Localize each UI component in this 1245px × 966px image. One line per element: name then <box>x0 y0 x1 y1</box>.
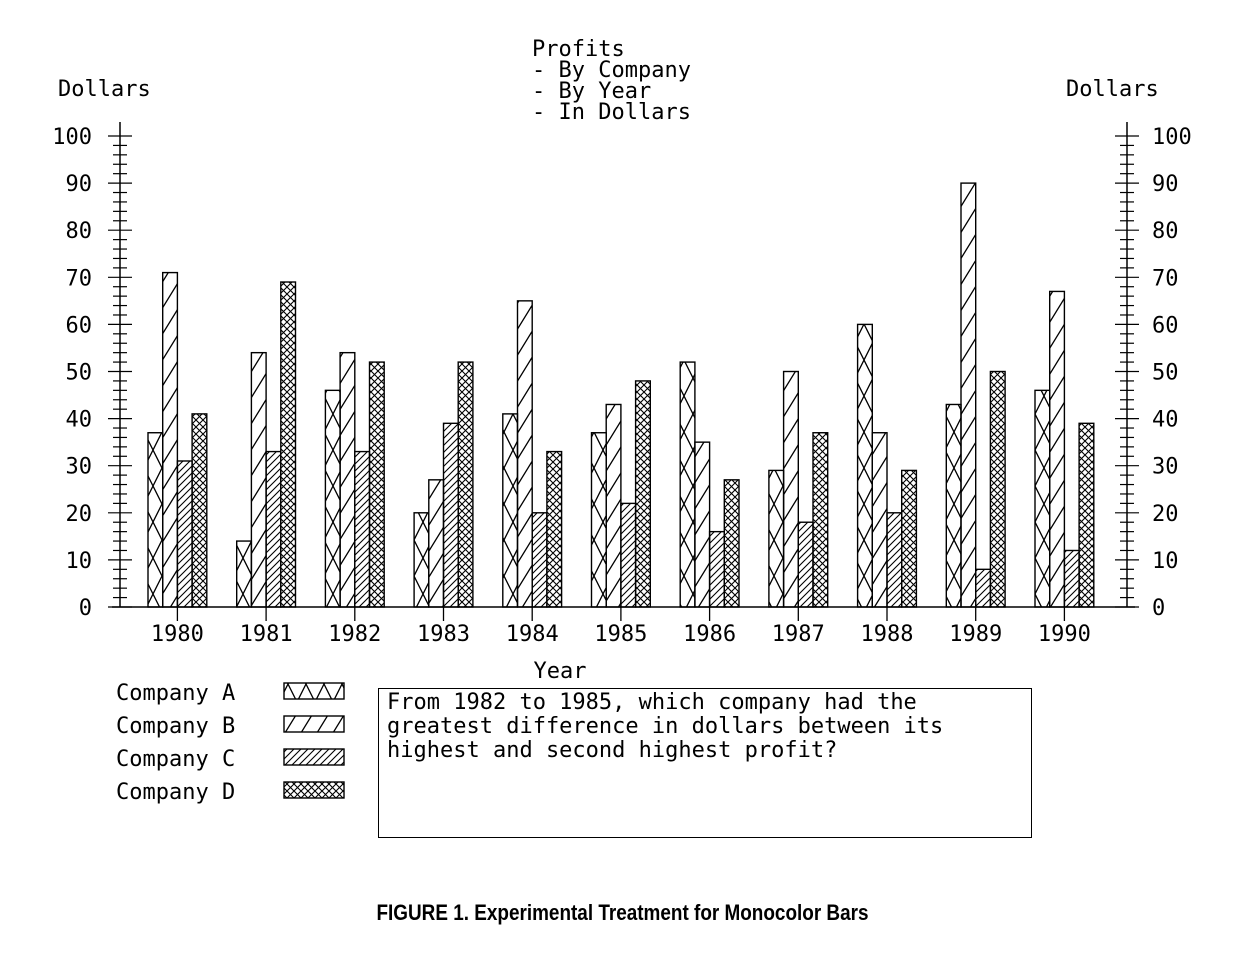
bar-company-b-1982 <box>340 353 355 607</box>
bar-company-b-1984 <box>518 301 533 607</box>
bar-company-b-1985 <box>606 404 621 607</box>
question-box: From 1982 to 1985, which company had the greatest difference in dollars between its highest and second highest profit? <box>378 688 1032 838</box>
x-tick-label: 1983 <box>417 622 470 647</box>
bar-company-a-1989 <box>946 404 961 607</box>
bar-company-b-1983 <box>429 480 444 607</box>
bar-company-b-1980 <box>163 273 178 607</box>
legend-swatch <box>284 716 344 732</box>
y-tick-label-right: 0 <box>1152 596 1166 621</box>
x-tick-label: 1987 <box>771 622 825 647</box>
legend-label: Company C <box>116 747 236 772</box>
y-axis-label-right: Dollars <box>1066 77 1159 102</box>
y-tick-label-right: 50 <box>1152 360 1179 386</box>
bar-company-c-1983 <box>444 423 459 607</box>
bar-company-d-1985 <box>636 381 651 607</box>
y-tick-label-right: 90 <box>1152 172 1179 198</box>
bar-company-a-1980 <box>148 433 163 607</box>
bar-company-d-1989 <box>990 372 1005 608</box>
y-tick-label-left: 60 <box>65 313 92 339</box>
bar-company-d-1984 <box>547 452 562 607</box>
y-tick-label-left: 50 <box>65 360 92 386</box>
figure-caption: FIGURE 1. Experimental Treatment for Monocolor Bars <box>376 900 869 925</box>
bar-company-c-1989 <box>976 569 991 607</box>
x-tick-label: 1986 <box>683 622 737 647</box>
bar-company-a-1982 <box>325 390 340 607</box>
bar-company-b-1986 <box>695 442 710 607</box>
bar-company-d-1981 <box>281 282 296 607</box>
legend-swatch <box>284 782 344 798</box>
bar-company-a-1987 <box>769 470 784 607</box>
x-tick-label: 1981 <box>239 622 293 647</box>
y-tick-label-right: 10 <box>1152 548 1179 574</box>
bar-company-a-1988 <box>858 324 873 607</box>
bar-company-a-1986 <box>680 362 695 607</box>
y-axis-label-left: Dollars <box>58 77 151 102</box>
y-tick-label-left: 20 <box>65 501 92 527</box>
bar-company-d-1982 <box>370 362 385 607</box>
y-tick-labels-right <box>1152 125 1192 621</box>
bar-company-c-1987 <box>798 522 813 607</box>
y-tick-label-left: 80 <box>65 219 92 245</box>
bar-company-d-1980 <box>192 414 207 607</box>
y-tick-label-right: 30 <box>1152 454 1179 480</box>
bar-company-a-1990 <box>1035 390 1050 607</box>
y-tick-label-left: 0 <box>78 596 92 621</box>
x-tick-label: 1988 <box>860 622 914 647</box>
y-tick-label-right: 100 <box>1152 125 1192 150</box>
x-tick-label: 1985 <box>594 622 648 647</box>
bar-company-c-1986 <box>710 532 725 607</box>
bar-company-d-1990 <box>1079 423 1094 607</box>
bar-company-a-1983 <box>414 513 429 607</box>
x-tick-label: 1980 <box>150 622 204 647</box>
y-tick-label-right: 40 <box>1152 407 1179 433</box>
bar-company-a-1984 <box>503 414 518 607</box>
x-tick-label: 1984 <box>505 622 559 647</box>
legend-swatch <box>284 749 344 765</box>
bar-company-b-1990 <box>1050 291 1065 607</box>
bar-company-d-1988 <box>902 470 917 607</box>
chart-title-line: - By Company <box>532 58 691 83</box>
y-tick-labels-left <box>52 125 92 621</box>
bar-company-d-1987 <box>813 433 828 607</box>
y-tick-label-right: 80 <box>1152 219 1179 245</box>
legend-label: Company B <box>116 714 236 739</box>
legend <box>116 681 344 805</box>
bar-company-c-1985 <box>621 503 636 607</box>
bars <box>148 183 1094 621</box>
y-tick-label-left: 100 <box>52 125 92 150</box>
bar-company-d-1986 <box>724 480 739 607</box>
bar-company-a-1981 <box>237 541 252 607</box>
y-tick-label-right: 20 <box>1152 501 1179 527</box>
y-tick-label-right: 70 <box>1152 266 1179 292</box>
y-tick-label-left: 10 <box>65 548 92 574</box>
x-tick-label: 1989 <box>949 622 1003 647</box>
y-tick-label-left: 70 <box>65 266 92 292</box>
chart-title <box>532 37 691 125</box>
bar-company-b-1989 <box>961 183 976 607</box>
y-tick-label-left: 40 <box>65 407 92 433</box>
bar-company-b-1988 <box>872 433 887 607</box>
legend-swatch <box>284 683 344 699</box>
bar-company-d-1983 <box>458 362 473 607</box>
x-axis-label: Year <box>533 659 587 684</box>
bar-company-c-1990 <box>1064 550 1079 607</box>
bar-company-a-1985 <box>592 433 607 607</box>
bar-company-b-1987 <box>784 372 799 608</box>
y-tick-label-right: 60 <box>1152 313 1179 339</box>
chart-title-line: - By Year <box>532 79 652 104</box>
bar-company-c-1980 <box>177 461 192 607</box>
chart-title-line: Profits <box>532 37 625 62</box>
bar-company-c-1982 <box>355 452 370 607</box>
legend-label: Company D <box>116 780 236 805</box>
x-tick-label: 1982 <box>328 622 382 647</box>
y-tick-label-left: 30 <box>65 454 92 480</box>
bar-company-c-1988 <box>887 513 902 607</box>
x-tick-labels <box>151 622 1091 647</box>
bar-company-c-1984 <box>532 513 547 607</box>
bar-company-c-1981 <box>266 452 281 607</box>
x-tick-label: 1990 <box>1037 622 1091 647</box>
chart-title-line: - In Dollars <box>532 100 691 125</box>
y-tick-label-left: 90 <box>65 172 92 198</box>
bar-company-b-1981 <box>251 353 266 607</box>
legend-label: Company A <box>116 681 236 706</box>
